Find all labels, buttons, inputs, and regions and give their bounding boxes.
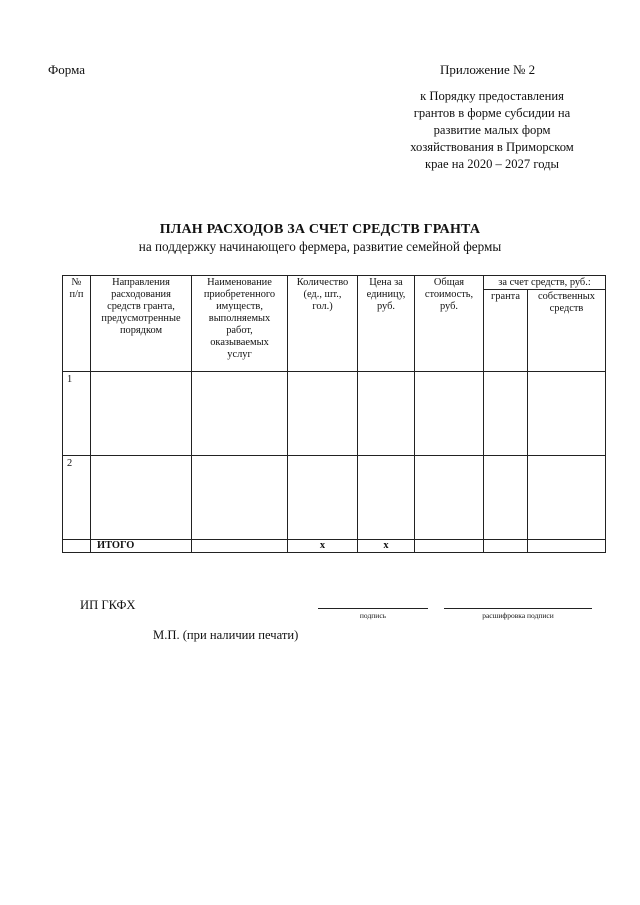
header-text: Цена за [369, 277, 403, 288]
total-label: ИТОГО [91, 540, 192, 553]
header-text: средств [549, 303, 584, 314]
table-cell [528, 540, 606, 553]
header-text: № [71, 277, 82, 288]
header-text: Направления [112, 277, 170, 288]
header-text: собственных [537, 291, 595, 302]
table-cell [528, 372, 606, 456]
table-cell [288, 456, 358, 540]
appendix-description [392, 88, 592, 173]
header-text: единицу, [366, 289, 406, 300]
table-cell [192, 540, 288, 553]
table-cell [192, 372, 288, 456]
header-direction [91, 276, 192, 372]
table-cell [63, 540, 91, 553]
header-text: оказываемых [210, 337, 269, 348]
expense-plan-table [62, 275, 606, 553]
row-number: 1 [63, 372, 91, 456]
form-label: Форма [48, 62, 85, 77]
header-text: предусмотренные [101, 313, 181, 324]
total-price-mark: х [358, 540, 415, 553]
appendix-line: развитие малых форм [433, 123, 551, 137]
table-cell [484, 372, 528, 456]
header-text: расходования [111, 289, 171, 300]
table-cell [358, 456, 415, 540]
header-text: Наименование [207, 277, 272, 288]
table-cell [192, 456, 288, 540]
header-name [192, 276, 288, 372]
appendix-number: Приложение № 2 [440, 62, 536, 77]
signature-decode-caption: расшифровка подписи [482, 611, 554, 620]
table-cell [91, 372, 192, 456]
header-text: выполняемых [208, 313, 271, 324]
organization-label: ИП ГКФХ [80, 598, 136, 612]
header-text: средств гранта, [107, 301, 175, 312]
header-quantity [288, 276, 358, 372]
total-row [63, 540, 606, 553]
header-text: порядком [119, 325, 163, 336]
header-text: руб. [439, 301, 458, 312]
table-cell [484, 456, 528, 540]
header-text: Количество [296, 277, 349, 288]
header-text: п/п [69, 289, 84, 300]
header-text: приобретенного [203, 289, 276, 300]
document-title: ПЛАН РАСХОДОВ ЗА СЧЕТ СРЕДСТВ ГРАНТА [159, 222, 481, 237]
appendix-line: хозяйствования в Приморском [410, 140, 574, 154]
stamp-note: М.П. (при наличии печати) [153, 628, 299, 642]
document-subtitle: на поддержку начинающего фермера, развитие семейной фермы [138, 239, 502, 254]
header-text: (ед., шт., [303, 289, 342, 300]
header-text: Общая [433, 277, 465, 288]
header-funding-group: за счет средств, руб.: [484, 276, 606, 290]
header-price [358, 276, 415, 372]
header-num [63, 276, 91, 372]
header-text: имуществ, [216, 301, 263, 312]
row-number: 2 [63, 456, 91, 540]
table-cell [288, 372, 358, 456]
signature-caption: подпись [359, 611, 387, 620]
header-text: работ, [226, 325, 253, 336]
table-cell [415, 372, 484, 456]
table-cell [91, 456, 192, 540]
header-text: руб. [376, 301, 395, 312]
appendix-line: грантов в форме субсидии на [413, 106, 571, 120]
header-grant: гранта [484, 290, 528, 372]
table-cell [415, 456, 484, 540]
signature-line [318, 608, 428, 609]
signature-decode-line [444, 608, 592, 609]
total-quantity-mark: х [288, 540, 358, 553]
table-row [63, 456, 606, 540]
appendix-line: к Порядку предоставления [420, 89, 564, 103]
appendix-line: крае на 2020 – 2027 годы [425, 157, 559, 171]
header-total-cost [415, 276, 484, 372]
header-text: гол.) [312, 301, 333, 312]
table-cell [415, 540, 484, 553]
header-own-funds [528, 290, 606, 372]
table-cell [358, 372, 415, 456]
header-text: стоимость, [424, 289, 474, 300]
table-row [63, 372, 606, 456]
table-cell [528, 456, 606, 540]
table-cell [484, 540, 528, 553]
header-text: услуг [227, 349, 252, 360]
